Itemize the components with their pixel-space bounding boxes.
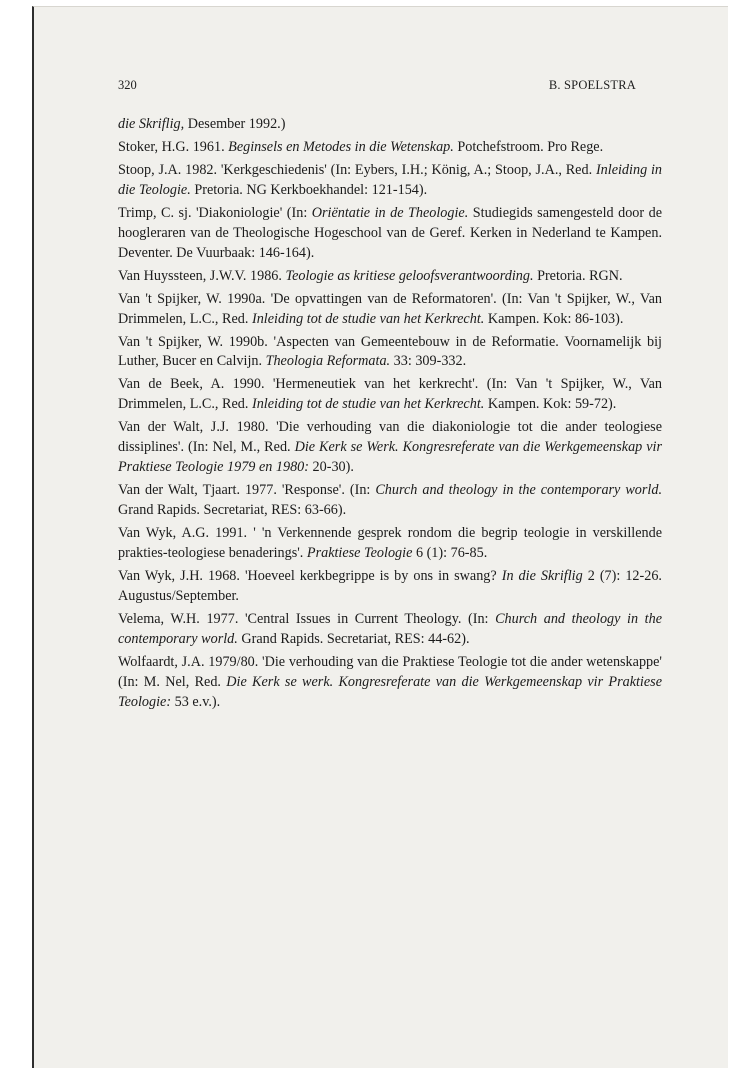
reference-text: Studiegids samengesteld door de hoogleraren van de Theologische Hogeschool van de Geref. Kerken in Nederland te Kampen. Deventer. De Vuurbaak: 146-164). [118,204,662,261]
reference-title: Praktiese Teologie [306,545,413,562]
reference-text: Potchefstroom. Pro Rege. [453,138,604,155]
reference-entry [118,418,662,478]
reference-text: 33: 309-332. [390,353,467,370]
reference-entry [118,567,662,607]
reference-title: Church and theology in the contemporary world. [375,482,662,499]
reference-title: Inleiding tot de studie van het Kerkrecht. [251,310,485,327]
reference-entry [118,115,662,135]
reference-entry [118,610,662,650]
reference-entry [118,290,662,330]
reference-entry [118,204,662,264]
reference-title: Die Kerk se Werk. Kongresreferate van die Werkgemeenskap vir Praktiese Teologie 1979 en 1980: [118,439,662,476]
reference-text: Van der Walt, Tjaart. 1977. 'Response'. (In: [118,482,376,499]
reference-text: 6 (1): 76-85. [412,545,488,562]
reference-text: Stoop, J.A. 1982. 'Kerkgeschiedenis' (In: Eybers, I.H.; König, A.; Stoop, J.A., Red. [118,161,596,178]
reference-text: Grand Rapids. Secretariat, RES: 63-66). [118,502,347,519]
reference-text: Van Wyk, A.G. 1991. ' 'n Verkennende gesprek rondom die begrip teologie in verskillende prakties-teologiese benaderings'. [118,525,662,562]
reference-title: Theologia Reformata. [265,353,391,370]
reference-text: 2 (7): 12-26. Augustus/September. [118,568,662,604]
reference-text: Kampen. Kok: 59-72). [484,396,617,413]
reference-entry [118,653,662,713]
reference-text: Van de Beek, A. 1990. 'Hermeneutiek van het kerkrecht'. (In: Van 't Spijker, W., Van Drimmelen, L.C., Red. [118,376,662,413]
reference-entry [118,524,662,564]
reference-list [118,115,662,716]
reference-title: die Skriflig, [118,116,185,132]
reference-text: Van der Walt, J.J. 1980. 'Die verhouding van die diakoniologie tot die ander teologiese dissiplines'. (In: Nel, M., Red. [118,419,662,456]
reference-entry [118,138,662,158]
reference-text: Van 't Spijker, W. 1990b. 'Aspecten van Gemeentebouw in de Reformatie. Voornamelijk bij Luther, Bucer en Calvijn. [118,333,662,370]
reference-text: Stoker, H.G. 1961. [118,138,229,155]
reference-title: Inleiding in die Teologie. [118,161,662,198]
reference-text: Trimp, C. sj. 'Diakoniologie' (In: [118,204,312,221]
reference-entry [118,375,662,415]
reference-entry [118,481,662,521]
reference-text: Desember 1992.) [184,116,286,132]
reference-title: Church and theology in the contemporary world. [118,610,662,647]
reference-title: Die Kerk se werk. Kongresreferate van die Werkgemeenskap vir Praktiese Teologie: [118,673,662,710]
reference-title: Oriëntatie in de Theologie. [311,204,469,221]
document-page [32,6,728,1068]
reference-entry [118,161,662,201]
reference-text: Kampen. Kok: 86-103). [484,310,624,327]
reference-text: Van Huyssteen, J.W.V. 1986. [118,267,286,284]
reference-title: Inleiding tot de studie van het Kerkrecht. [251,396,485,413]
reference-text: Velema, W.H. 1977. 'Central Issues in Current Theology. (In: [118,610,496,627]
reference-entry [118,333,662,373]
reference-text: 53 e.v.). [171,693,221,710]
page-number: 320 [118,78,137,92]
running-title: B. SPOELSTRA [548,78,636,92]
reference-text: 20-30). [308,459,354,476]
reference-text: Pretoria. RGN. [533,267,623,284]
reference-title: Teologie as kritiese geloofsverantwoording. [285,267,534,284]
reference-title: Beginsels en Metodes in die Wetenskap. [228,138,454,155]
reference-text: Pretoria. NG Kerkboekhandel: 121-154). [190,181,428,198]
reference-title: In die Skriflig [501,568,583,585]
reference-entry [118,267,662,287]
reference-text: Grand Rapids. Secretariat, RES: 44-62). [237,630,470,647]
reference-text: Van Wyk, J.H. 1968. 'Hoeveel kerkbegrippe is by ons in swang? [118,568,502,585]
reference-text: Wolfaardt, J.A. 1979/80. 'Die verhouding van die Praktiese Teologie tot die ander wetenskappe' (In: M. Nel, Red. [118,653,662,690]
reference-text: Van 't Spijker, W. 1990a. 'De opvattingen van de Reformatoren'. (In: Van 't Spijker, W., Van Drimmelen, L.C., Red. [118,290,662,327]
